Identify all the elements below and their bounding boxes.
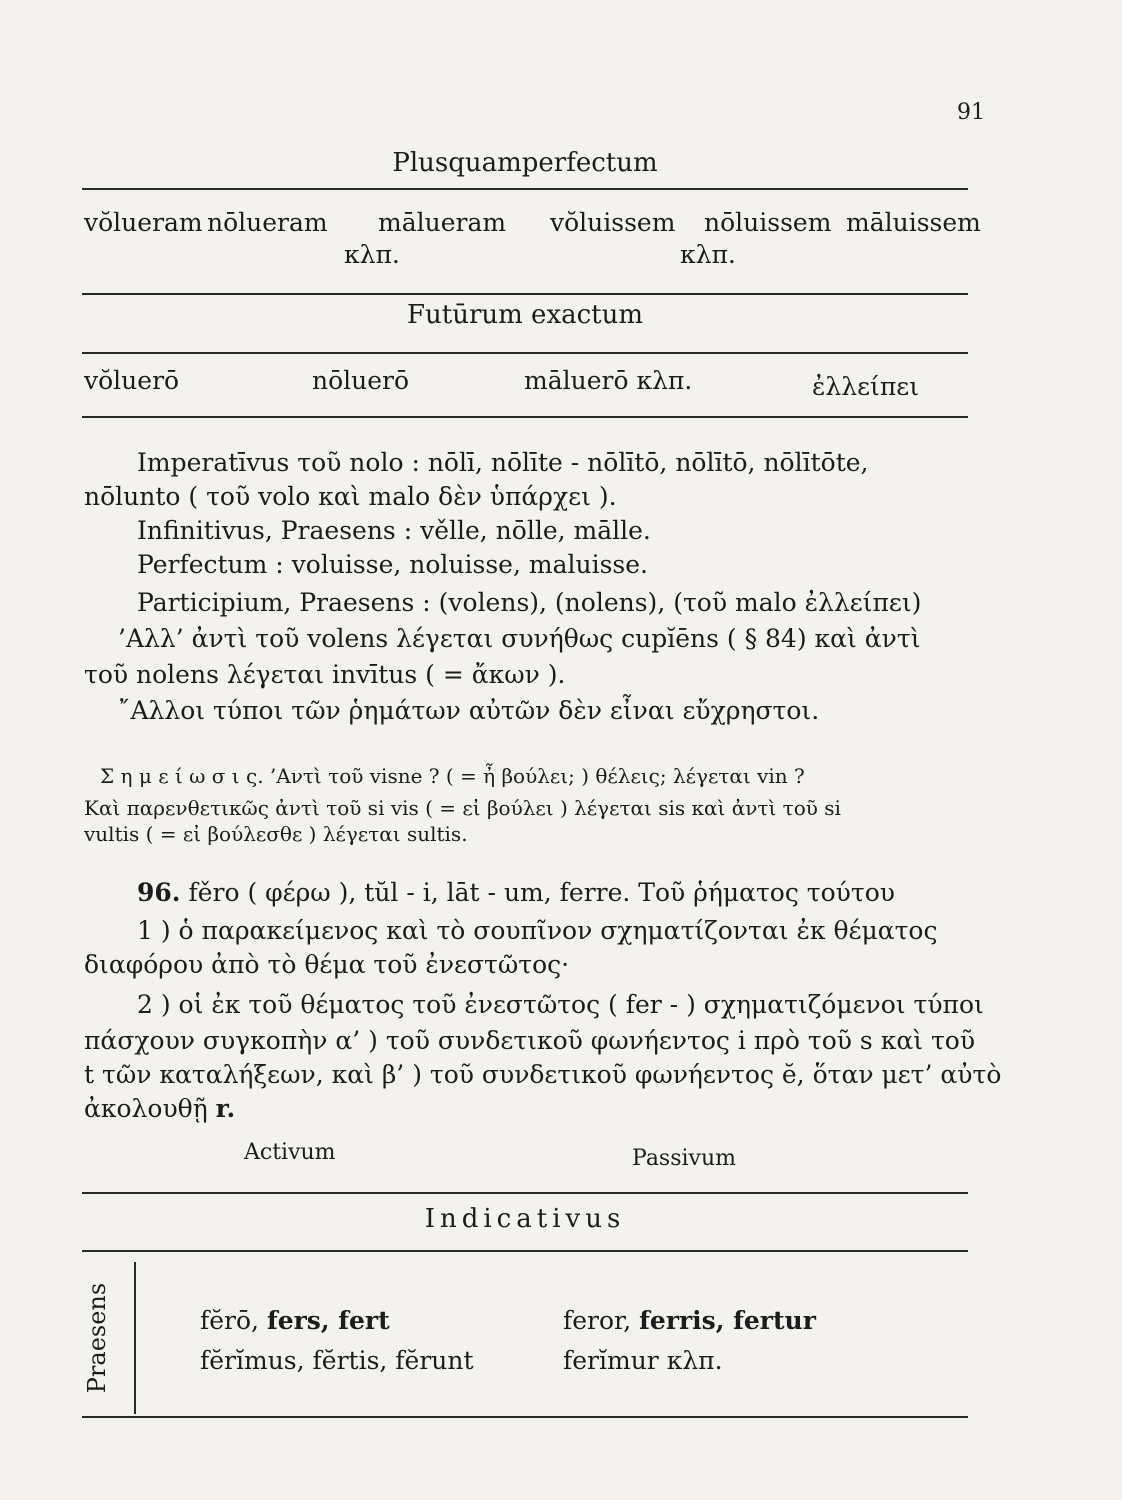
rule bbox=[82, 352, 968, 354]
text-line: Imperatīvus τοῦ nolo : nōlī, nōlīte - nōlītō, nōlītō, nōlītōte, bbox=[137, 448, 869, 477]
section-96-line: 2 ) οἱ ἐκ τοῦ θέματος τοῦ ἐνεστῶτος ( fer - ) σχηματιζόμενοι τύποι bbox=[137, 990, 984, 1019]
text-line: ’Αλλ’ ἀντὶ τοῦ volens λέγεται συνήθως cupĭēns ( § 84) καὶ ἀντὶ bbox=[118, 624, 921, 653]
section-96-line: πάσχουν συγκοπὴν α’ ) τοῦ συνδετικοῦ φωνήεντος i πρὸ τοῦ s καὶ τοῦ bbox=[84, 1026, 976, 1055]
heading-futurum-exactum: Futūrum exactum bbox=[406, 300, 644, 330]
active-form-2: fĕrĭmus, fĕrtis, fĕrunt bbox=[200, 1346, 474, 1375]
passive-form-2: ferĭmur κλπ. bbox=[563, 1346, 723, 1375]
rule bbox=[82, 293, 968, 295]
text-line: ῎Αλλοι τύποι τῶν ῥημάτων αὐτῶν δὲν εἶναι εὔχρηστοι. bbox=[118, 696, 820, 725]
form-maleram: mālueram bbox=[378, 208, 507, 237]
form-volero: vŏluerō bbox=[84, 366, 180, 395]
page-number: 91 bbox=[957, 100, 985, 125]
column-active: Activum bbox=[244, 1140, 336, 1165]
text-line: Infinitivus, Praesens : vělle, nōlle, mālle. bbox=[137, 516, 651, 545]
note-line: Σ η μ ε ί ω σ ι ς. ’Αντὶ τοῦ visne ? ( = ἦ βούλει; ) θέλεις; λέγεται vin ? bbox=[100, 764, 805, 788]
heading-indicativus: Indicativus bbox=[424, 1204, 626, 1234]
heading-plusquamperfectum: Plusquamperfectum bbox=[392, 148, 658, 178]
rule bbox=[82, 188, 968, 190]
text-line: τοῦ nolens λέγεται invītus ( = ἄκων ). bbox=[84, 660, 566, 689]
passive-form-1: feror, ferris, fertur bbox=[563, 1306, 816, 1335]
form-malero: māluerō κλπ. bbox=[524, 366, 693, 395]
note-line: Καὶ παρενθετικῶς ἀντὶ τοῦ si vis ( = εἰ βούλει ) λέγεται sis καὶ ἀντὶ τοῦ si bbox=[84, 796, 841, 820]
etc-left: κλπ. bbox=[344, 240, 400, 269]
form-voleram: vŏlueram bbox=[84, 208, 203, 237]
rule bbox=[82, 1192, 968, 1194]
form-nolero: nōluerō bbox=[312, 366, 410, 395]
section-96-line: 96. fěro ( φέρω ), tŭl - i, lāt - um, ferre. Τοῦ ῥήματος τούτου bbox=[137, 878, 895, 907]
form-maluissem: māluissem bbox=[846, 208, 981, 237]
section-96-line: διαφόρου ἀπὸ τὸ θέμα τοῦ ἐνεστῶτος· bbox=[84, 950, 570, 979]
table-vertical-rule bbox=[134, 1262, 136, 1414]
rule bbox=[82, 416, 968, 418]
form-noleram: nōlueram bbox=[207, 208, 328, 237]
rule bbox=[82, 1416, 968, 1418]
section-96-line: ἀκολουθῇ r. bbox=[84, 1094, 236, 1123]
section-96-line: 1 ) ὁ παρακείμενος καὶ τὸ σουπῖνον σχηματίζονται ἐκ θέματος bbox=[137, 916, 938, 945]
text-line: nōlunto ( τοῦ volo καὶ malo δὲν ὑπάρχει ). bbox=[84, 482, 617, 511]
form-missing: ἐλλείπει bbox=[812, 372, 920, 401]
form-voluissem: vŏluissem bbox=[550, 208, 676, 237]
section-number: 96. bbox=[137, 878, 181, 907]
text-line: Perfectum : voluisse, noluisse, maluisse. bbox=[137, 550, 648, 579]
form-noluissem: nōluissem bbox=[704, 208, 832, 237]
etc-right: κλπ. bbox=[680, 240, 736, 269]
section-96-line: t τῶν καταλήξεων, καὶ β’ ) τοῦ συνδετικοῦ φωνήεντος ĕ, ὅταν μετ’ αὐτὸ bbox=[84, 1060, 1002, 1089]
note-line: vultis ( = εἰ βούλεσθε ) λέγεται sultis. bbox=[84, 822, 468, 846]
column-passive: Passivum bbox=[632, 1146, 737, 1171]
rule bbox=[82, 1250, 968, 1252]
active-form-1: fĕrō, fers, fert bbox=[200, 1306, 390, 1335]
text-line: Participium, Praesens : (volens), (nolens), (τοῦ malo ἐλλείπει) bbox=[137, 588, 922, 617]
tense-label-praesens: Praesens bbox=[83, 1282, 111, 1394]
